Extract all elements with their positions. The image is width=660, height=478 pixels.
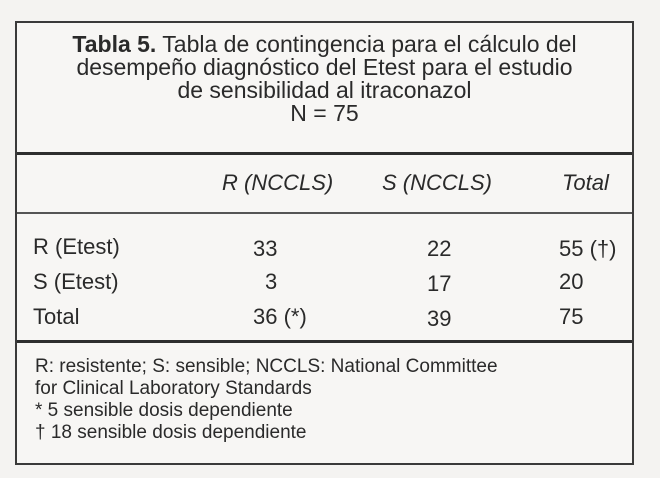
table-frame xyxy=(15,21,634,465)
cell-r-etest-s-nccls: 22 xyxy=(427,236,452,261)
footnote-abbreviations-line-1: R: resistente; S: sensible; NCCLS: National Committee xyxy=(35,356,498,377)
cell-r-etest-total: 55 (†) xyxy=(559,236,617,261)
cell-total-s-nccls: 39 xyxy=(427,306,452,331)
cell-s-etest-total: 20 xyxy=(559,269,584,294)
caption-line-1-text: Tabla de contingencia para el cálculo del xyxy=(156,31,577,57)
table-footnotes xyxy=(35,356,498,444)
cell-total-total: 75 xyxy=(559,304,584,329)
caption-sample-size: N = 75 xyxy=(290,100,359,126)
row-label-s-etest: S (Etest) xyxy=(33,269,119,294)
table-caption xyxy=(17,33,632,125)
header-bottom-rule xyxy=(17,212,632,214)
footnote-dagger: † 18 sensible dosis dependiente xyxy=(35,422,307,443)
cell-s-etest-r-nccls: 3 xyxy=(265,269,278,294)
cell-s-etest-s-nccls: 17 xyxy=(427,271,452,296)
caption-line-3: de sensibilidad al itraconazol xyxy=(177,77,472,103)
row-label-r-etest: R (Etest) xyxy=(33,234,120,259)
column-header-total: Total xyxy=(562,170,609,195)
cell-r-etest-r-nccls: 33 xyxy=(253,236,278,261)
footnote-abbreviations-line-2: for Clinical Laboratory Standards xyxy=(35,378,312,399)
header-top-rule xyxy=(17,152,632,155)
footnote-asterisk: * 5 sensible dosis dependiente xyxy=(35,400,293,421)
caption-label: Tabla 5. xyxy=(72,31,157,57)
column-header-r-nccls: R (NCCLS) xyxy=(222,170,334,195)
caption-line-2: desempeño diagnóstico del Etest para el estudio xyxy=(76,54,573,80)
cell-total-r-nccls: 36 (*) xyxy=(253,304,307,329)
caption-line-1 xyxy=(17,33,632,56)
column-header-s-nccls: S (NCCLS) xyxy=(382,170,493,195)
row-label-total: Total xyxy=(33,304,80,329)
table-bottom-rule xyxy=(17,340,632,343)
